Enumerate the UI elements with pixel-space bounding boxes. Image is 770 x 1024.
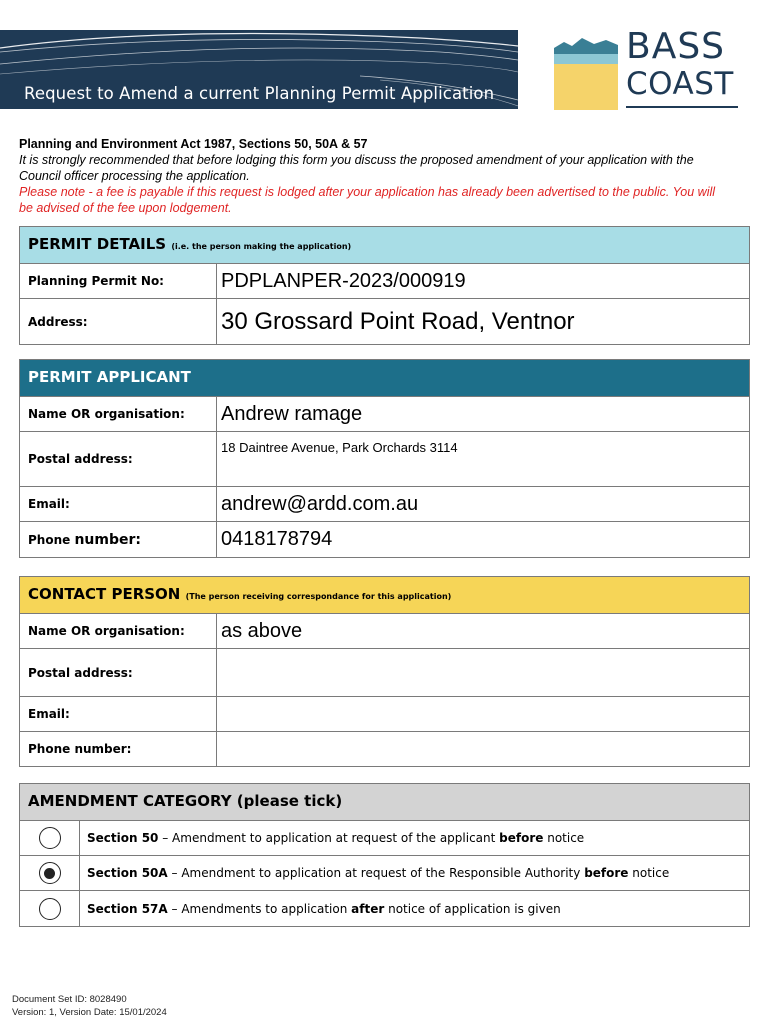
- amendment-option-row: [20, 856, 749, 891]
- contact-phone-field[interactable]: [216, 732, 749, 766]
- amendment-description: notice of application is given: [384, 901, 561, 916]
- logo-underline: [626, 106, 738, 108]
- contact-name-field[interactable]: as above: [216, 614, 749, 648]
- permit-number-row: [20, 264, 749, 299]
- address-field[interactable]: 30 Grossard Point Road, Ventnor: [216, 299, 749, 344]
- document-footer: [12, 993, 167, 1019]
- permit-details-heading: [20, 227, 749, 264]
- address-label: Address:: [28, 314, 88, 329]
- logo-mark-icon: [554, 30, 618, 110]
- applicant-email-row: [20, 487, 749, 522]
- radio-empty-icon[interactable]: [39, 898, 61, 920]
- amendment-section-label: Section 50: [87, 831, 159, 845]
- section-heading: PERMIT DETAILS: [28, 235, 167, 253]
- contact-postal-label: Postal address:: [28, 665, 133, 680]
- contact-postal-field[interactable]: [216, 649, 749, 696]
- applicant-phone-label: [20, 522, 216, 557]
- amendment-option-row: [20, 891, 749, 926]
- document-version: Version: 1, Version Date: 15/01/2024: [12, 1007, 167, 1018]
- applicant-name-field[interactable]: Andrew ramage: [216, 397, 749, 431]
- permit-number-field[interactable]: PDPLANPER-2023/000919: [216, 264, 749, 298]
- amendment-emphasis: before: [499, 831, 544, 845]
- permit-applicant-heading: PERMIT APPLICANT: [20, 360, 749, 397]
- permit-details-section: [19, 226, 750, 345]
- contact-email-label: Email:: [28, 707, 70, 721]
- applicant-name-label: Name OR organisation:: [28, 407, 185, 421]
- logo-text-bass: BASS: [626, 26, 726, 67]
- amendment-emphasis: before: [584, 866, 629, 880]
- contact-name-row: [20, 614, 749, 649]
- applicant-postal-row: [20, 432, 749, 487]
- amendment-emphasis: after: [351, 901, 385, 916]
- applicant-name-row: [20, 397, 749, 432]
- section-subheading: (i.e. the person making the application): [171, 242, 352, 251]
- address-row: [20, 299, 749, 344]
- radio-cell: [20, 821, 80, 855]
- contact-person-section: [19, 576, 750, 767]
- intro-text: [19, 136, 719, 216]
- contact-phone-row: [20, 732, 749, 766]
- amendment-description: notice: [543, 831, 585, 845]
- amendment-option-text: [80, 891, 749, 926]
- contact-email-field[interactable]: [216, 697, 749, 731]
- bass-coast-logo: [554, 26, 744, 112]
- amendment-description: – Amendments to application: [167, 901, 352, 916]
- contact-postal-row: [20, 649, 749, 697]
- phone-label-part: Phone: [28, 532, 75, 547]
- document-set-id: Document Set ID: 8028490: [12, 994, 127, 1005]
- amendment-section-label: Section 57A: [87, 901, 168, 916]
- amendment-option-text: [80, 856, 749, 890]
- permit-applicant-section: [19, 359, 750, 558]
- amendment-category-section: [19, 783, 750, 927]
- fee-note: Please note - a fee is payable if this request is lodged after your application has already been advertised to the public. You will be advised of the fee upon lodgement.: [19, 185, 716, 215]
- phone-label-part: number:: [74, 531, 141, 548]
- radio-cell: [20, 891, 80, 926]
- radio-selected-icon[interactable]: [39, 862, 61, 884]
- recommendation-text: It is strongly recommended that before lodging this form you discuss the proposed amendment of your application with the Council officer processing the application.: [19, 153, 694, 183]
- applicant-email-field[interactable]: andrew@ardd.com.au: [216, 487, 749, 521]
- section-heading: CONTACT PERSON: [28, 585, 181, 603]
- applicant-postal-field[interactable]: 18 Daintree Avenue, Park Orchards 3114: [216, 432, 749, 486]
- section-heading-suffix: (please tick): [236, 792, 343, 810]
- amendment-section-label: Section 50A: [87, 866, 168, 880]
- contact-email-row: [20, 697, 749, 732]
- amendment-description: – Amendment to application at request of the applicant: [158, 831, 500, 845]
- amendment-description: notice: [628, 866, 670, 880]
- amendment-description: – Amendment to application at request of the Responsible Authority: [167, 866, 585, 880]
- section-heading: AMENDMENT CATEGORY: [28, 792, 232, 810]
- contact-name-label: Name OR organisation:: [28, 624, 185, 638]
- applicant-email-label: Email:: [28, 497, 70, 511]
- applicant-postal-label: Postal address:: [28, 452, 133, 466]
- section-subheading: (The person receiving correspondance for this application): [185, 592, 452, 601]
- contact-phone-label: Phone number:: [28, 742, 132, 756]
- contact-person-heading: [20, 577, 749, 614]
- amendment-option-text: [80, 821, 749, 855]
- radio-empty-icon[interactable]: [39, 827, 61, 849]
- permit-number-label: Planning Permit No:: [28, 274, 164, 288]
- applicant-phone-field[interactable]: 0418178794: [216, 522, 749, 557]
- amendment-options: [20, 821, 749, 926]
- amendment-option-row: [20, 821, 749, 856]
- applicant-phone-row: [20, 522, 749, 557]
- act-reference: Planning and Environment Act 1987, Sections 50, 50A & 57: [19, 137, 368, 151]
- form-title: Request to Amend a current Planning Permit Application: [24, 84, 495, 103]
- amendment-category-heading: [20, 784, 749, 821]
- radio-cell: [20, 856, 80, 890]
- logo-text-coast: COAST: [626, 66, 734, 102]
- radio-dot-icon: [44, 868, 55, 879]
